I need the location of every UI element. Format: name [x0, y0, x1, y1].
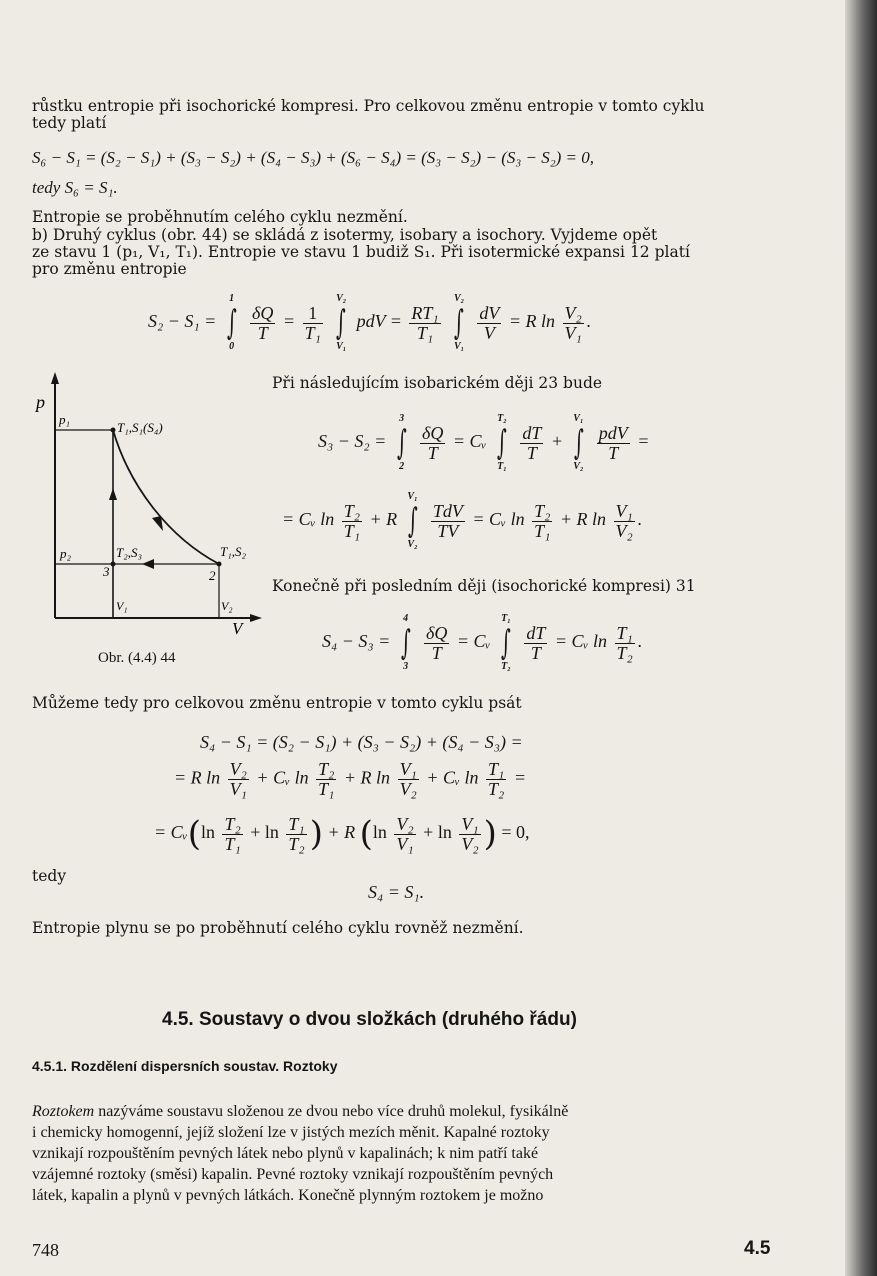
footer-section-number: 4.5: [744, 1238, 771, 1259]
eq2-plus: +: [550, 431, 563, 452]
fraction-rt1-t1: $\frac{\text{RT₁}}{\text{T₁}}$: [411, 302, 439, 343]
equation-sum-s6: S₆ − S₁ = (S₂ − S₁) + (S₃ − S₂) + (S₄ − S₃) + (S₆ − S₄) = (S₃ − S₂) − (S₃ − S₂) = 0,: [32, 148, 595, 167]
eq5-l3-fraction-2: $\frac{\text{T₁}}{\text{T₂}}$: [288, 813, 305, 854]
fraction-dv-v: $\frac{dV}{V}$: [479, 302, 500, 343]
eq4-integral-2: T₁ ∫ T₂: [501, 613, 511, 672]
solutions-line-2: i chemicky homogenní, jejíž složení lze v jistých mezích měnit. Kapalné roztoky: [32, 1124, 550, 1141]
eq3-mid: = Cᵥ ln: [472, 509, 525, 530]
label-n3: 3: [103, 564, 110, 579]
equation-isobaric-result: = Cᵥ ln $\frac{\text{T₂}}{\text{T₁}}$ + R V₁ ∫ V₂ $\frac{\text{TdV}}{TV}$ = Cᵥ ln $\frac{\text{T₂}}{\text{T₁}}$ + R ln $\frac{\text{V₁}}{\text{V₂}}$ .: [282, 491, 643, 550]
label-p2: p₂: [60, 546, 72, 561]
eq4-lhs: S₄ − S₃ =: [322, 631, 391, 652]
label-v2: V₂: [221, 599, 233, 613]
eq5-l3-fraction-4: $\frac{\text{V₁}}{\text{V₂}}$: [461, 813, 479, 854]
equation-s6-equals-s1: tedy S₆ = S₁.: [32, 178, 118, 197]
isobaric-intro-text: Při následujícím isobarickém ději 23 bude: [272, 374, 603, 392]
tedy-text: tedy: [32, 867, 67, 885]
equation-isochoric: S₄ − S₃ = 4 ∫ 3 $\frac{\delta Q}{T}$ = Cᵥ T₁ ∫ T₂ $\frac{dT}{T}$ = Cᵥ ln $\frac{\text{T₁}}{\text{T₂}}$ .: [322, 613, 643, 672]
paragraph-b-line-3: pro změnu entropie: [32, 260, 187, 278]
eq2-integral-1: 3 ∫ 2: [396, 413, 407, 472]
eq5-l3-fraction-3: $\frac{\text{V₂}}{\text{V₁}}$: [396, 813, 414, 854]
label-p1: p₁: [59, 412, 71, 427]
label-state3: T₂,S₃: [116, 545, 143, 560]
eq2-fraction-dq-t: $\frac{\delta Q}{T}$: [422, 422, 444, 463]
eq4-fraction-dq-t: $\frac{\delta Q}{T}$: [426, 622, 448, 663]
label-n2: 2: [209, 568, 216, 583]
state-2-point: [217, 562, 222, 567]
eq2-fraction-pdv-t: $\frac{\text{pdV}}{T}$: [598, 422, 628, 463]
eq1-lhs: S₂ − S₁ =: [148, 311, 217, 332]
eq4-cvln: = Cᵥ ln: [554, 631, 608, 652]
intro-line-1: růstku entropie při isochorické kompresi. Pro celkovou změnu entropie v tomto cyklu: [32, 97, 705, 115]
eq5-fraction-v1-v2: $\frac{\text{V₁}}{\text{V₂}}$: [399, 759, 417, 799]
label-state2: T₁,S₂: [220, 544, 247, 559]
eq3-fraction-v1-v2: $\frac{\text{V₁}}{\text{V₂}}$: [615, 500, 633, 541]
fraction-dq-t: $\frac{\delta Q}{T}$: [252, 302, 274, 343]
eq3-fraction-tdv-tv: $\frac{\text{TdV}}{TV}$: [432, 500, 463, 541]
fraction-1-t1: $\frac{1}{\text{T₁}}$: [304, 302, 321, 343]
eq2-integral-3: V₁ ∫ V₂: [573, 413, 584, 472]
intro-paragraph: [32, 98, 792, 132]
equation-total-line-2: = R ln $\frac{\text{V₂}}{\text{V₁}}$ + Cᵥ ln $\frac{\text{T₂}}{\text{T₁}}$ + R ln $\frac{\text{V₁}}{\text{V₂}}$ + Cᵥ ln $\frac{\text{T₁}}{\text{T₂}}$ =: [174, 759, 526, 799]
solutions-paragraph: [32, 1101, 780, 1206]
p-axis-arrow: [51, 372, 59, 384]
eq2-lhs: S₃ − S₂ =: [318, 431, 387, 452]
solutions-line-3: vznikají rozpouštěním pevných látek nebo plynů v kapalinách; k nim patří také: [32, 1145, 539, 1162]
eq2-cv: = Cᵥ: [452, 431, 487, 452]
equation-s4-equals-s1: S₄ = S₁.: [368, 882, 425, 902]
eq3-fraction-t2-t1-b: $\frac{\text{T₂}}{\text{T₁}}$: [534, 500, 551, 541]
equation-isobaric: [318, 412, 649, 474]
eq2-end: =: [637, 431, 650, 452]
integral-3: V₂ ∫ V₁: [453, 293, 465, 352]
eq3-plus-r: + R: [369, 509, 398, 530]
eq5-l3-fraction-1: $\frac{\text{T₂}}{\text{T₁}}$: [224, 813, 241, 854]
integral-2: V₂ ∫ V₁: [336, 293, 347, 352]
state-3-point: [111, 562, 116, 567]
eq4-fraction-t1-t2: $\frac{\text{T₁}}{\text{T₂}}$: [616, 622, 633, 663]
eq2-fraction-dt-t: $\frac{dT}{T}$: [522, 422, 542, 463]
fraction-v2-v1: $\frac{\text{V₂}}{\text{V₁}}$: [564, 302, 582, 343]
eq3-cvln: = Cᵥ ln: [282, 509, 335, 530]
p-axis-label: p: [36, 392, 45, 412]
gas-unchanged-text: Entropie plynu se po proběhnutí celého cyklu rovněž nezmění.: [32, 919, 524, 937]
solutions-line-1: Roztokem nazýváme soustavu složenou ze dvou nebo více druhů molekul, fysikálně: [32, 1103, 569, 1120]
paragraph-b-line-2: ze stavu 1 (p₁, V₁, T₁). Entropie ve stavu 1 budiž S₁. Při isotermické expansi 12 platí: [32, 243, 690, 261]
solutions-line-4: vzájemné roztoky (směsi) kapalin. Pevné roztoky vznikají rozpouštěním pevných: [32, 1166, 554, 1183]
eq4-cv: = Cᵥ: [456, 631, 491, 652]
eq2-integral-2: T₂ ∫ T₁: [497, 413, 507, 472]
equation-isothermal: S₂ − S₁ = 1 ∫ 0 $\frac{\delta Q}{T}$ = $\frac{1}{\text{T₁}}$ V₂ ∫ V₁ pdV = $\frac{\text{RT₁}}{\text{T₁}}$ V₂ ∫ V₁ $\frac{dV}{V}$ = R ln $\frac{\text{V₂}}{\text{V₁}}$ .: [148, 293, 592, 352]
eq3-fraction-t2-t1: $\frac{\text{T₂}}{\text{T₁}}$: [343, 500, 360, 541]
eq1-rln: = R ln: [508, 311, 556, 332]
total-intro-text: Můžeme tedy pro celkovou změnu entropie v tomto cyklu psát: [32, 694, 522, 712]
v-axis-label: V: [232, 619, 243, 638]
figure-pv-diagram: [30, 368, 270, 668]
integral-1: 1 ∫ 0: [226, 293, 237, 352]
isochoric-intro-text: Konečně při posledním ději (isochorické kompresi) 31: [272, 577, 696, 595]
v-axis-arrow: [250, 614, 262, 622]
eq5-fraction-t1-t2: $\frac{\text{T₁}}{\text{T₂}}$: [488, 759, 505, 799]
subsection-title: 4.5.1. Rozdělení dispersních soustav. Roztoky: [32, 1058, 338, 1074]
page-number: 748: [32, 1240, 59, 1260]
eq5-fraction-v2-v1: $\frac{\text{V₂}}{\text{V₁}}$: [229, 759, 247, 799]
isotherm-curve: [113, 430, 219, 564]
eq1-pdv: pdV =: [356, 311, 402, 332]
equation-total-line-3: = Cᵥ(ln $\frac{\text{T₂}}{\text{T₁}}$ + ln $\frac{\text{T₁}}{\text{T₂}}$ ) + R (ln $\frac{\text{V₂}}{\text{V₁}}$ + ln $\frac{\text{V₁}}{\text{V₂}}$ ) = 0,: [154, 813, 530, 854]
solutions-line-5: látek, kapalin a plynů v pevných látkách. Konečně plynným roztokem je možno: [32, 1187, 544, 1204]
isochore-arrow: [109, 488, 117, 500]
term-roztokem: Roztokem: [32, 1103, 95, 1120]
eq4-fraction-dt-t: $\frac{dT}{T}$: [526, 622, 546, 663]
entropy-unchanged-text: Entropie se proběhnutím celého cyklu nezmění.: [32, 208, 408, 226]
isobar-arrow: [142, 559, 154, 569]
page-edge-shadow: [845, 0, 877, 1276]
eq5-fraction-t2-t1: $\frac{\text{T₂}}{\text{T₁}}$: [318, 759, 335, 799]
eq3-plus-rln: + R ln: [559, 509, 607, 530]
state-1-point: [111, 428, 116, 433]
eq3-integral: V₁ ∫ V₂: [407, 491, 418, 550]
intro-line-2: tedy platí: [32, 114, 107, 132]
figure-caption: Obr. (4.4) 44: [98, 650, 176, 666]
paragraph-b: [32, 227, 780, 278]
paragraph-b-line-1: b) Druhý cyklus (obr. 44) se skládá z isotermy, isobary a isochory. Vyjdeme opět: [32, 226, 658, 244]
eq4-integral-1: 4 ∫ 3: [400, 613, 411, 672]
label-v1: V₁: [116, 599, 128, 613]
equation-total-line-1: S₄ − S₁ = (S₂ − S₁) + (S₃ − S₂) + (S₄ − S₃) =: [200, 732, 523, 752]
eq1-equals: =: [282, 311, 296, 332]
label-state1: T₁,S₁(S₄): [117, 420, 163, 435]
section-title: 4.5. Soustavy o dvou složkách (druhého řádu): [162, 1009, 577, 1030]
